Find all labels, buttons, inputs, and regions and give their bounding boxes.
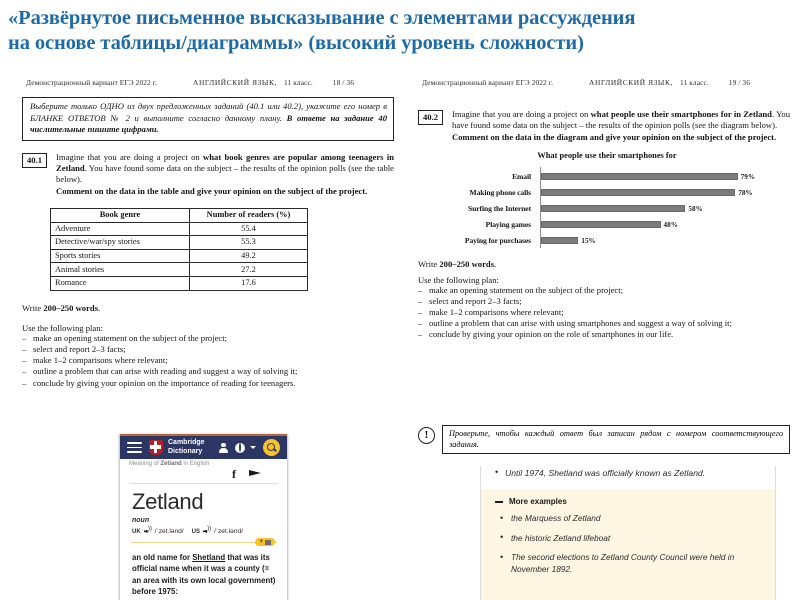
exclamation-icon: ! (418, 427, 435, 444)
search-icon[interactable] (263, 439, 280, 456)
cambridge-header-bar (120, 436, 287, 459)
instruction-line-2: укажите его номер в БЛАНКЕ ОТВЕТОВ № 2 и выполните согласно данному (30, 101, 387, 123)
write-prefix: Write (418, 258, 440, 269)
shetland-link[interactable]: Shetland (192, 553, 226, 562)
header-grade-label: 11 класс. (283, 78, 313, 87)
brand-line-2: Dictionary (168, 447, 203, 455)
plan-item: – outline a problem that can arise with using smartphones and suggest a way of solving it; (418, 318, 790, 329)
table-row (51, 249, 308, 263)
bar-track (536, 173, 790, 181)
page-title (8, 6, 792, 56)
page-right-header (418, 78, 790, 87)
bar-fill (541, 173, 738, 180)
cell-value: 17.6 (190, 276, 308, 290)
chart-bar-row (424, 217, 790, 233)
table-header-row (51, 208, 308, 222)
bar-track (536, 189, 790, 197)
task-40-1-number: 40.1 (22, 153, 47, 168)
cell-genre: Adventure (51, 222, 190, 236)
wordlist-icon (265, 540, 271, 545)
header-actions (219, 439, 280, 456)
task-40-2-body (452, 109, 790, 143)
bar-fill (541, 237, 578, 244)
hamburger-menu-icon[interactable] (127, 440, 142, 455)
instruction-line-3-bold: В ответе на задание 40 числительные пишите цифрами. (30, 112, 387, 135)
bar-category-label: Playing games (485, 220, 531, 230)
more-examples-header[interactable] (495, 497, 765, 506)
plan-item: – conclude by giving your opinion on the importance of reading for teenagers. (22, 378, 394, 389)
plan-item: – conclude by giving your opinion on the role of smartphones in our life. (418, 329, 790, 340)
task-40-1-topic: what book genres are popular among teenagers in Zetland (56, 151, 394, 174)
task-40-2-number: 40.2 (418, 110, 443, 125)
list-item: • the historic Zetland lifeboat (495, 533, 765, 545)
example-lead-sentence: • Until 1974, Shetland was officially known as Zetland. (481, 466, 775, 479)
header-variant-label: Демонстрационный вариант ЕГЭ 2022 г. (26, 78, 158, 87)
chart-plot-area (424, 169, 790, 249)
task-40-2-topic: what people use their smartphones for in Zetland (590, 109, 772, 119)
cambridge-dictionary-screenshot (119, 434, 288, 600)
chart-bar-row (424, 185, 790, 201)
task-40-2-comment: Comment on the data in the diagram and give your opinion on the subject of the project. (452, 131, 777, 142)
bar-value-label: 78% (738, 188, 753, 197)
uk-label: UK (132, 528, 141, 535)
page-title-line-1: «Развёрнутое письменное высказывание с элементами рассуждения (8, 7, 636, 29)
cell-genre: Sports stories (51, 249, 190, 263)
globe-icon[interactable] (235, 443, 245, 453)
breadcrumb (120, 459, 287, 467)
bar-category-label: Making phone calls (469, 188, 531, 198)
task-40-2-rest: . You have found some data on the subject – the results of the opinion polls (see the diagram below). (452, 109, 791, 131)
cambridge-logo[interactable] (149, 439, 205, 455)
add-to-wordlist-button[interactable] (255, 538, 275, 546)
word-count-instruction-right (418, 259, 790, 269)
bar-value-label: 15% (581, 236, 596, 245)
chart-value-axis (540, 167, 541, 248)
uk-ipa: /ˈzet.lənd/ (154, 528, 184, 535)
table-row (51, 276, 308, 290)
plan-item: – select and report 2–3 facts; (418, 296, 790, 307)
breadcrumb-word: Zetland (160, 461, 182, 467)
chart-bar-row (424, 169, 790, 185)
check-answers-note (418, 425, 790, 454)
exam-page-right (418, 78, 790, 458)
more-examples-box (481, 489, 775, 600)
speaker-icon-us[interactable] (203, 528, 211, 535)
table-row (51, 263, 308, 277)
chart-bar-row (424, 201, 790, 217)
part-of-speech: noun (132, 517, 150, 524)
bar-value-label: 79% (740, 172, 756, 181)
chevron-down-icon[interactable] (250, 446, 256, 449)
chart-title: What people use their smartphones for (537, 150, 677, 160)
choose-one-task-instruction (22, 97, 394, 141)
list-item: • the Marquess of Zetland (495, 513, 765, 525)
plan-heading-right: Use the following plan: (418, 274, 499, 285)
cell-value: 55.4 (190, 222, 308, 236)
cell-value: 55.3 (190, 236, 308, 250)
bar-category-label: Email (512, 172, 531, 182)
book-genres-table (50, 208, 308, 291)
collapse-minus-icon[interactable] (495, 501, 503, 503)
breadcrumb-suffix: in English (181, 461, 210, 467)
table-row (51, 236, 308, 250)
us-label: US (191, 528, 200, 535)
header-subject-label: АНГЛИЙСКИЙ ЯЗЫК, (589, 78, 673, 87)
header-subject-label: АНГЛИЙСКИЙ ЯЗЫК, (193, 78, 277, 87)
bar-category-label: Surfing the Internet (468, 204, 531, 214)
bar-track (536, 221, 790, 229)
page-left-header (22, 78, 394, 87)
header-variant-label: Демонстрационный вариант ЕГЭ 2022 г. (422, 78, 554, 87)
cell-value: 49.2 (190, 249, 308, 263)
task-40-1 (22, 152, 394, 197)
page-title-line-2: на основе таблицы/диаграммы» (высокий уровень сложности) (8, 32, 584, 54)
plan-item: – outline a problem that can arise with reading and suggest a way of solving it; (22, 366, 394, 377)
task-40-2 (418, 109, 790, 143)
bar-value-label: 48% (663, 220, 678, 229)
instruction-line-1: Выберите только ОДНО из двух предложенных заданий (40.1 или 40.2), (30, 101, 304, 111)
cell-genre: Detective/war/spy stories (51, 236, 190, 250)
more-examples-label: More examples (509, 497, 567, 507)
cell-genre: Romance (51, 276, 190, 290)
write-prefix: Write (22, 302, 44, 313)
breadcrumb-prefix: Meaning of (129, 461, 161, 467)
section-divider (131, 539, 277, 552)
us-ipa: /ˈzet.lənd/ (213, 528, 243, 535)
bar-category-label: Paying for purchases (464, 236, 531, 246)
plan-list-right (418, 285, 790, 340)
pronunciation-row (120, 524, 287, 535)
cambridge-brand-name (168, 439, 205, 455)
dictionary-examples-panel (480, 466, 776, 600)
warning-line-2: соответствующего задания. (449, 429, 783, 449)
plan-item: – make 1–2 comparisons where relevant; (22, 355, 394, 366)
header-page-number: 18 / 36 (332, 78, 355, 87)
plan-list-left (22, 333, 394, 389)
task-40-2-intro: Imagine that you are doing a project on (452, 109, 591, 119)
write-word-count: 200–250 words (43, 302, 99, 313)
instruction-line-3-plain: плану. (259, 112, 287, 123)
examples-list (495, 513, 765, 575)
write-word-count: 200–250 words (439, 258, 495, 269)
column-header-genre: Book genre (51, 208, 190, 222)
task-40-1-rest: . You have found some data on the subject – the results of the opinion polls (see the table below). (56, 163, 394, 185)
column-header-readers: Number of readers (%) (190, 208, 308, 222)
plan-item: – make 1–2 comparisons where relevant; (418, 307, 790, 318)
definition-text: an old name for Shetland that was its official name when it was a county (= an area with its own local government) before 1975: (132, 553, 276, 597)
write-suffix: . (494, 258, 497, 269)
warning-line-1: Проверьте, чтобы каждый ответ был записан рядом с номером (449, 429, 707, 438)
twitter-icon[interactable] (249, 468, 262, 479)
plan-item: – make an opening statement on the subject of the project; (22, 333, 394, 344)
word-count-instruction-left (22, 303, 394, 313)
list-item: • The second elections to Zetland County Council were held in November 1892. (495, 552, 765, 575)
bar-value-label: 58% (688, 204, 703, 213)
bar-track (536, 237, 790, 245)
social-share-row (129, 467, 278, 484)
user-account-icon[interactable] (219, 443, 228, 453)
facebook-icon[interactable]: f (232, 467, 236, 481)
header-grade-label: 11 класс. (679, 78, 709, 87)
header-page-number: 19 / 36 (728, 78, 751, 87)
exam-page-left (22, 78, 394, 458)
chart-bar-row (424, 233, 790, 249)
bar-fill (541, 221, 661, 228)
check-answers-text (442, 425, 790, 454)
speaker-icon-uk[interactable] (144, 528, 152, 535)
plan-heading-left: Use the following plan: (22, 322, 103, 333)
task-40-1-comment: Comment on the data in the table and give your opinion on the subject of the project. (56, 185, 368, 196)
dictionary-headword: Zetland (132, 489, 204, 514)
task-40-1-intro: Imagine that you are doing a project on (56, 151, 204, 162)
browser-accent-bar (120, 434, 287, 436)
bar-fill (541, 189, 735, 196)
smartphone-usage-chart (418, 151, 790, 249)
bar-fill (541, 205, 685, 212)
bar-track (536, 205, 790, 213)
cell-value: 27.2 (190, 263, 308, 277)
shield-icon (149, 440, 163, 455)
task-40-1-body (56, 152, 394, 197)
table-row (51, 222, 308, 236)
plan-item: – make an opening statement on the subject of the project; (418, 285, 790, 296)
brand-line-1: Cambridge (168, 439, 205, 447)
write-suffix: . (98, 302, 101, 313)
plan-item: – select and report 2–3 facts; (22, 344, 394, 355)
cell-genre: Animal stories (51, 263, 190, 277)
plus-icon: + (259, 539, 263, 545)
